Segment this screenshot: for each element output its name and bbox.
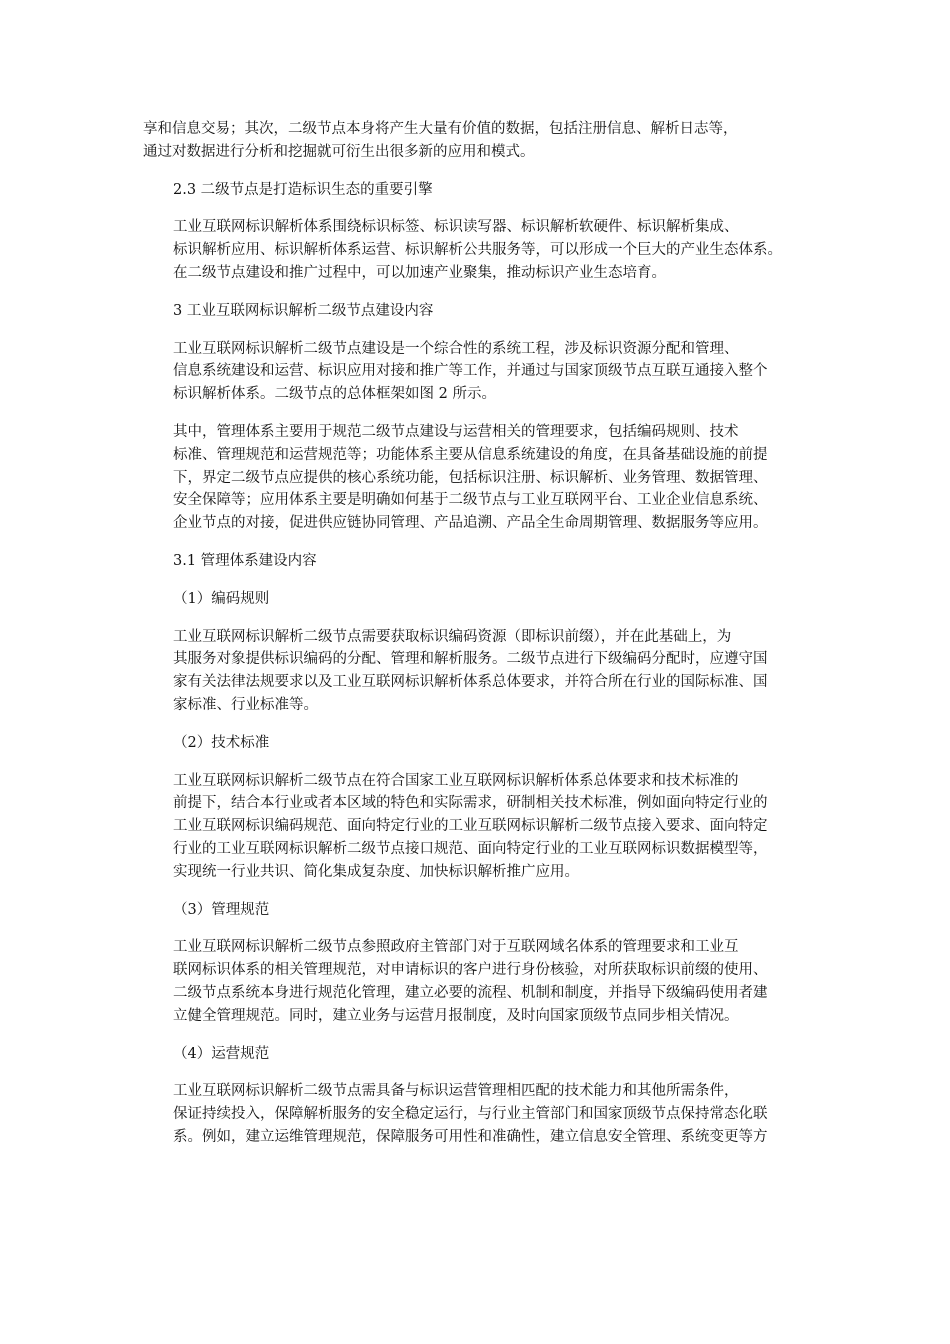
text-line: 其中，管理体系主要用于规范二级节点建设与运营相关的管理要求，包括编码规则、技术: [173, 423, 739, 440]
heading-text: （1）编码规则: [173, 590, 270, 607]
text-line: 工业互联网标识解析二级节点需要获取标识编码资源（即标识前缀），并在此基础上，为: [173, 628, 732, 645]
heading-text: 2.3 二级节点是打造标识生态的重要引擎: [173, 181, 433, 198]
text-line: 标识解析应用、标识解析体系运营、标识解析公共服务等，可以形成一个巨大的产业生态体系。: [173, 242, 782, 259]
text-line: 保证持续投入，保障解析服务的安全稳定运行，与行业主管部门和国家顶级节点保持常态化联: [173, 1106, 768, 1123]
text-line: 工业互联网标识编码规范、面向特定行业的工业互联网标识解析二级节点接入要求、面向特定: [173, 818, 768, 835]
document-page: [143, 118, 803, 1164]
text-line: 工业互联网标识解析二级节点在符合国家工业互联网标识解析体系总体要求和技术标准的: [173, 772, 739, 789]
heading-text: 3.1 管理体系建设内容: [173, 552, 317, 569]
text-line: 工业互联网标识解析二级节点参照政府主管部门对于互联网域名体系的管理要求和工业互: [173, 939, 739, 956]
subsection-heading-4: [143, 1043, 803, 1066]
text-line: 行业的工业互联网标识解析二级节点接口规范、面向特定行业的工业互联网标识数据模型等，: [173, 840, 768, 857]
body-paragraph: [143, 216, 803, 284]
text-line: 标准、管理规范和运营规范等；功能体系主要从信息系统建设的角度，在具备基础设施的前提: [173, 446, 768, 463]
text-line: 信息系统建设和运营、标识应用对接和推广等工作，并通过与国家顶级节点互联互通接入整个: [173, 363, 768, 380]
text-line: 立健全管理规范。同时，建立业务与运营月报制度，及时向国家顶级节点同步相关情况。: [173, 1007, 739, 1024]
subsection-heading-2: [143, 732, 803, 755]
text-line: 工业互联网标识解析体系围绕标识标签、标识读写器、标识解析软硬件、标识解析集成、: [173, 219, 739, 236]
continuation-paragraph: [143, 118, 803, 164]
body-paragraph: [143, 770, 803, 884]
body-paragraph: [143, 1080, 803, 1148]
text-line: 下，界定二级节点应提供的核心系统功能，包括标识注册、标识解析、业务管理、数据管理、: [173, 469, 768, 486]
text-line: 在二级节点建设和推广过程中，可以加速产业聚集，推动标识产业生态培育。: [173, 264, 666, 281]
text-line: 工业互联网标识解析二级节点建设是一个综合性的系统工程，涉及标识资源分配和管理、: [173, 340, 739, 357]
text-line: 工业互联网标识解析二级节点需具备与标识运营管理相匹配的技术能力和其他所需条件，: [173, 1083, 739, 1100]
section-heading-2-3: [143, 179, 803, 202]
section-heading-3: [143, 300, 803, 323]
heading-text: （2）技术标准: [173, 734, 270, 751]
text-line: 前提下，结合本行业或者本区域的特色和实际需求，研制相关技术标准，例如面向特定行业的: [173, 795, 768, 812]
subsection-heading-1: [143, 588, 803, 611]
text-line: 联网标识体系的相关管理规范，对申请标识的客户进行身份核验，对所获取标识前缀的使用、: [173, 962, 768, 979]
text-line: 家有关法律法规要求以及工业互联网标识解析体系总体要求，并符合所在行业的国际标准、国: [173, 674, 768, 691]
body-paragraph: [143, 338, 803, 406]
body-paragraph: [143, 626, 803, 717]
heading-text: 3 工业互联网标识解析二级节点建设内容: [173, 302, 434, 319]
subsection-heading-3: [143, 899, 803, 922]
text-line: 标识解析体系。二级节点的总体框架如图 2 所示。: [173, 386, 496, 403]
body-paragraph: [143, 936, 803, 1027]
body-paragraph: [143, 421, 803, 535]
text-line: 家标准、行业标准等。: [173, 696, 318, 713]
text-line: 其服务对象提供标识编码的分配、管理和解析服务。二级节点进行下级编码分配时，应遵守国: [173, 651, 768, 668]
heading-text: （4）运营规范: [173, 1045, 270, 1062]
text-line: 实现统一行业共识、简化集成复杂度、加快标识解析推广应用。: [173, 863, 579, 880]
text-line: 二级节点系统本身进行规范化管理，建立必要的流程、机制和制度，并指导下级编码使用者建: [173, 984, 768, 1001]
text-line: 通过对数据进行分析和挖掘就可衍生出很多新的应用和模式。: [143, 143, 535, 160]
text-line: 系。例如，建立运维管理规范，保障服务可用性和准确性，建立信息安全管理、系统变更等方: [173, 1128, 768, 1145]
text-line: 安全保障等；应用体系主要是明确如何基于二级节点与工业互联网平台、工业企业信息系统、: [173, 492, 768, 509]
section-heading-3-1: [143, 550, 803, 573]
text-line: 享和信息交易；其次，二级节点本身将产生大量有价值的数据，包括注册信息、解析日志等，: [143, 121, 738, 137]
heading-text: （3）管理规范: [173, 901, 270, 918]
text-line: 企业节点的对接，促进供应链协同管理、产品追溯、产品全生命周期管理、数据服务等应用。: [173, 515, 768, 532]
